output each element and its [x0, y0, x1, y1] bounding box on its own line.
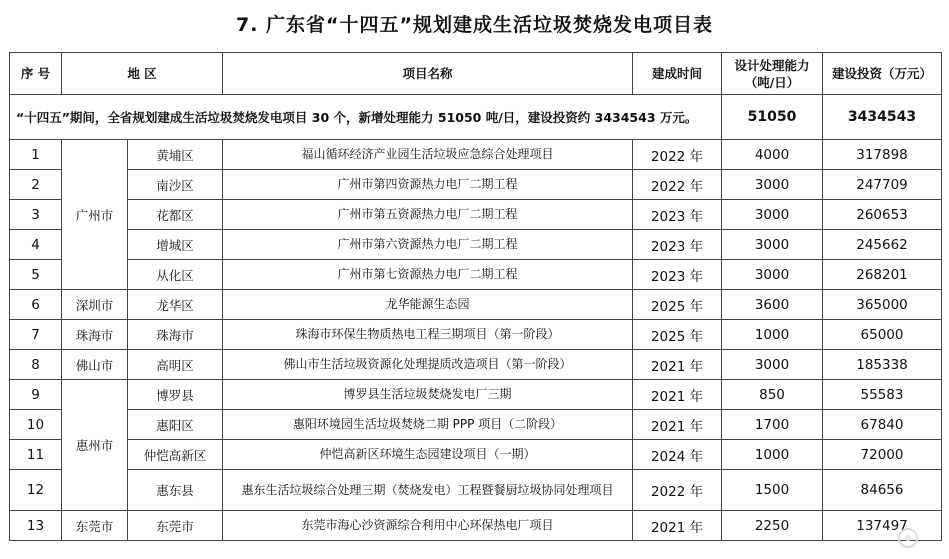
- table-row: [10, 230, 942, 260]
- investment-value: 365000: [823, 290, 942, 320]
- completion-year: 2022 年: [633, 170, 722, 200]
- project-table: [9, 52, 942, 541]
- investment-value: 268201: [823, 260, 942, 290]
- row-seq: 11: [10, 440, 62, 470]
- table-row: [10, 170, 942, 200]
- capacity-value: 3000: [722, 230, 823, 260]
- investment-value: 317898: [823, 140, 942, 170]
- investment-value: 55583: [823, 380, 942, 410]
- header-investment: 建设投资（万元）: [823, 53, 942, 95]
- row-seq: 8: [10, 350, 62, 380]
- district-cell: 花都区: [128, 200, 223, 230]
- capacity-value: 1000: [722, 440, 823, 470]
- completion-year: 2024 年: [633, 440, 722, 470]
- table-row: [10, 290, 942, 320]
- capacity-value: 1500: [722, 470, 823, 511]
- capacity-value: 3000: [722, 200, 823, 230]
- district-cell: 从化区: [128, 260, 223, 290]
- district-cell: 惠阳区: [128, 410, 223, 440]
- city-cell: 珠海市: [62, 320, 128, 350]
- row-seq: 1: [10, 140, 62, 170]
- table-row: [10, 380, 942, 410]
- project-name: 仲恺高新区环境生态园建设项目（一期）: [223, 440, 633, 470]
- district-cell: 仲恺高新区: [128, 440, 223, 470]
- header-project: 项目名称: [223, 53, 633, 95]
- district-cell: 增城区: [128, 230, 223, 260]
- project-name: 广州市第七资源热力电厂二期工程: [223, 260, 633, 290]
- row-seq: 6: [10, 290, 62, 320]
- investment-value: 72000: [823, 440, 942, 470]
- summary-row: [10, 95, 942, 140]
- investment-value: 67840: [823, 410, 942, 440]
- table-row: [10, 410, 942, 440]
- city-cell: 深圳市: [62, 290, 128, 320]
- investment-value: 137497: [823, 511, 942, 541]
- district-cell: 博罗县: [128, 380, 223, 410]
- summary-investment: 3434543: [823, 95, 942, 140]
- row-seq: 4: [10, 230, 62, 260]
- table-row: [10, 140, 942, 170]
- table-row: [10, 470, 942, 511]
- investment-value: 245662: [823, 230, 942, 260]
- row-seq: 7: [10, 320, 62, 350]
- district-cell: 黄埔区: [128, 140, 223, 170]
- document-title: 7. 广东省“十四五”规划建成生活垃圾焚烧发电项目表: [235, 14, 714, 36]
- investment-value: 84656: [823, 470, 942, 511]
- row-seq: 10: [10, 410, 62, 440]
- row-seq: 9: [10, 380, 62, 410]
- capacity-value: 3000: [722, 170, 823, 200]
- completion-year: 2023 年: [633, 200, 722, 230]
- capacity-value: 3000: [722, 350, 823, 380]
- table-row: [10, 200, 942, 230]
- capacity-value: 3000: [722, 260, 823, 290]
- header-row: [10, 53, 942, 95]
- summary-text: “十四五”期间，全省规划建成生活垃圾焚烧发电项目 30 个，新增处理能力 51050 吨/日，建设投资约 3434543 万元。: [10, 95, 722, 140]
- completion-year: 2023 年: [633, 260, 722, 290]
- watermark-logo: [897, 527, 919, 549]
- project-name: 广州市第五资源热力电厂二期工程: [223, 200, 633, 230]
- investment-value: 260653: [823, 200, 942, 230]
- district-cell: 惠东县: [128, 470, 223, 511]
- capacity-value: 2250: [722, 511, 823, 541]
- project-name: 东莞市海心沙资源综合利用中心环保热电厂项目: [223, 511, 633, 541]
- table-row: [10, 511, 942, 541]
- project-name: 龙华能源生态园: [223, 290, 633, 320]
- completion-year: 2023 年: [633, 230, 722, 260]
- row-seq: 13: [10, 511, 62, 541]
- table-row: [10, 350, 942, 380]
- completion-year: 2025 年: [633, 290, 722, 320]
- project-name: 广州市第六资源热力电厂二期工程: [223, 230, 633, 260]
- capacity-value: 1000: [722, 320, 823, 350]
- completion-year: 2021 年: [633, 410, 722, 440]
- header-capacity: 设计处理能力（吨/日）: [722, 53, 823, 95]
- project-name: 广州市第四资源热力电厂二期工程: [223, 170, 633, 200]
- row-seq: 3: [10, 200, 62, 230]
- completion-year: 2021 年: [633, 350, 722, 380]
- table-row: [10, 260, 942, 290]
- table-row: [10, 440, 942, 470]
- completion-year: 2025 年: [633, 320, 722, 350]
- table-row: [10, 320, 942, 350]
- header-region: 地 区: [62, 53, 223, 95]
- district-cell: 珠海市: [128, 320, 223, 350]
- summary-capacity: 51050: [722, 95, 823, 140]
- city-cell: 广州市: [62, 140, 128, 290]
- completion-year: 2021 年: [633, 511, 722, 541]
- investment-value: 247709: [823, 170, 942, 200]
- row-seq: 12: [10, 470, 62, 511]
- header-seq: 序 号: [10, 53, 62, 95]
- project-name: 惠东生活垃圾综合处理三期（焚烧发电）工程暨餐厨垃圾协同处理项目: [223, 470, 633, 511]
- completion-year: 2022 年: [633, 140, 722, 170]
- city-cell: 东莞市: [62, 511, 128, 541]
- project-name: 福山循环经济产业园生活垃圾应急综合处理项目: [223, 140, 633, 170]
- district-cell: 高明区: [128, 350, 223, 380]
- row-seq: 5: [10, 260, 62, 290]
- project-name: 博罗县生活垃圾焚烧发电厂三期: [223, 380, 633, 410]
- district-cell: 南沙区: [128, 170, 223, 200]
- capacity-value: 850: [722, 380, 823, 410]
- capacity-value: 4000: [722, 140, 823, 170]
- capacity-value: 3600: [722, 290, 823, 320]
- project-name: 珠海市环保生物质热电工程三期项目（第一阶段）: [223, 320, 633, 350]
- project-name: 惠阳环境园生活垃圾焚烧二期 PPP 项目（二阶段）: [223, 410, 633, 440]
- investment-value: 65000: [823, 320, 942, 350]
- capacity-value: 1700: [722, 410, 823, 440]
- city-cell: 惠州市: [62, 380, 128, 511]
- header-year: 建成时间: [633, 53, 722, 95]
- completion-year: 2021 年: [633, 380, 722, 410]
- district-cell: 东莞市: [128, 511, 223, 541]
- row-seq: 2: [10, 170, 62, 200]
- project-name: 佛山市生活垃圾资源化处理提质改造项目（第一阶段）: [223, 350, 633, 380]
- city-cell: 佛山市: [62, 350, 128, 380]
- district-cell: 龙华区: [128, 290, 223, 320]
- completion-year: 2022 年: [633, 470, 722, 511]
- investment-value: 185338: [823, 350, 942, 380]
